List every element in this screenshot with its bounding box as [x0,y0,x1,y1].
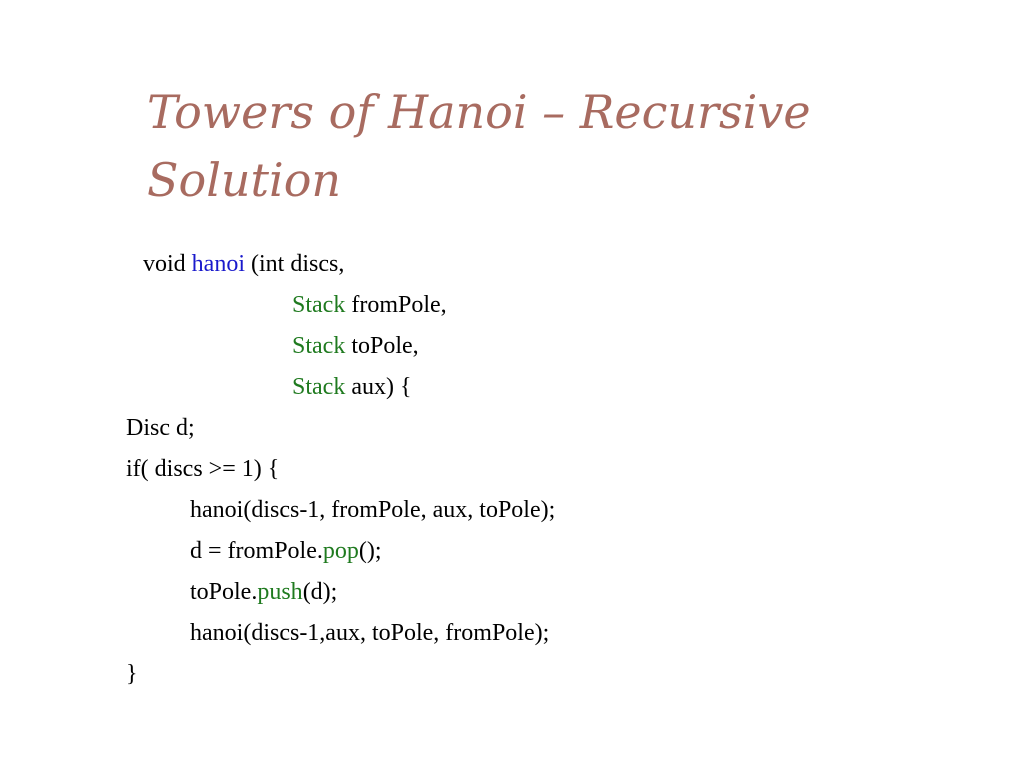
code-text: aux) { [345,374,412,400]
title-line-1: Towers of Hanoi – Recursive [147,85,811,139]
code-line-disc-decl: Disc d; [126,415,195,441]
code-text: d = fromPole. [190,538,323,564]
code-text: toPole. [190,579,258,605]
code-line-recursive-call-1: hanoi(discs-1, fromPole, aux, toPole); [190,497,556,523]
code-line-param-frompole [292,285,447,326]
type-keyword: Stack [292,333,346,359]
type-keyword: Stack [292,374,346,400]
code-text: fromPole, [345,292,447,318]
code-line-pop [190,531,382,572]
code-text: toPole, [345,333,419,359]
code-line-signature [143,244,344,285]
function-name: hanoi [191,251,245,277]
code-text: (d); [302,579,338,605]
code-text: (int discs, [245,251,345,277]
slide-title [147,78,967,214]
title-line-2: Solution [147,153,342,207]
code-line-param-topole [292,326,419,367]
code-line-recursive-call-2: hanoi(discs-1,aux, toPole, fromPole); [190,620,550,646]
code-line-closing-brace: } [126,661,138,687]
code-text: void [143,251,192,277]
method-name: pop [322,538,359,564]
code-line-push [190,572,337,613]
code-text: (); [358,538,382,564]
method-name: push [257,579,303,605]
type-keyword: Stack [292,292,346,318]
code-line-param-aux [292,367,412,408]
code-line-if: if( discs >= 1) { [126,456,280,482]
